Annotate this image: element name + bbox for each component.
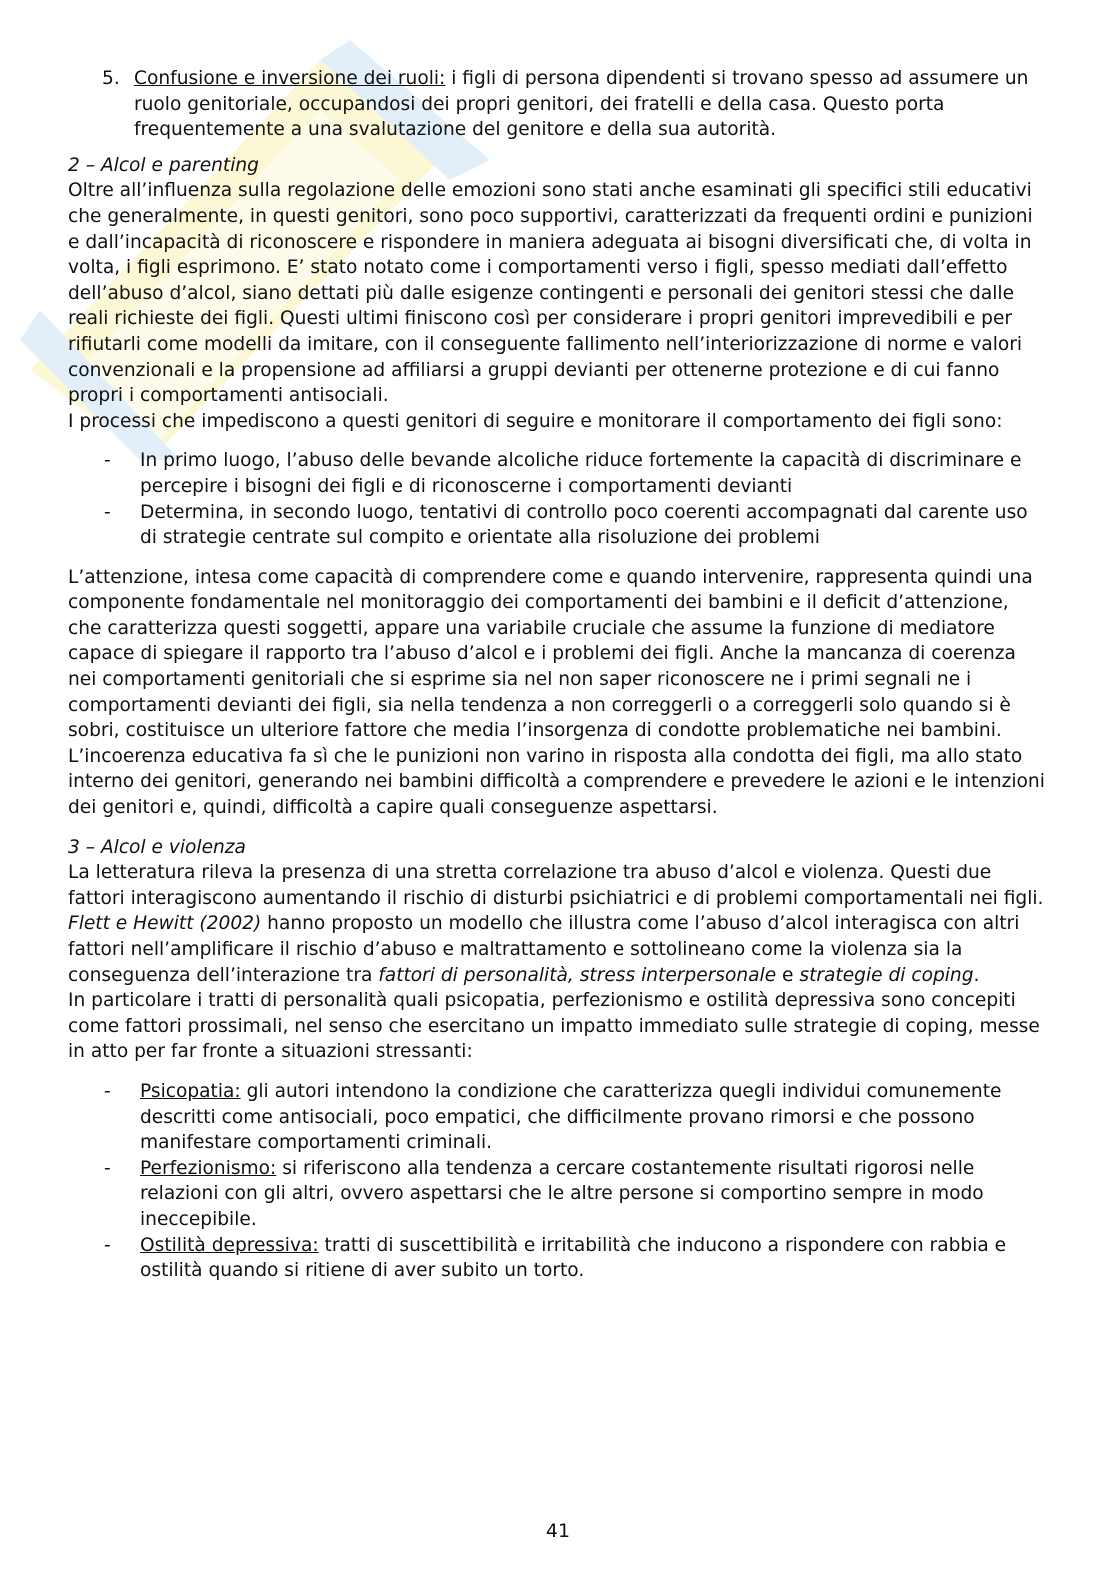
trait-term: Psicopatia:: [140, 1080, 241, 1102]
dash-bullet-icon: -: [104, 501, 111, 523]
page-number: 41: [545, 1520, 571, 1542]
dash-bullet-icon: -: [104, 1234, 111, 1256]
paragraph-text: .: [973, 964, 980, 986]
list-item: [104, 1233, 1048, 1284]
list-item: [104, 1079, 1048, 1156]
list-item-text: [140, 1079, 1048, 1156]
dash-bullet-icon: -: [104, 450, 111, 472]
item-text: [134, 66, 1048, 143]
emphasis-text: strategie di coping: [799, 964, 974, 986]
document-body: [68, 66, 1048, 1298]
trait-term: Perfezionismo:: [140, 1157, 277, 1179]
list-item-text: In primo luogo, l’abuso delle bevande alcoliche riduce fortemente la capacità di discriminare e percepire i bisogni dei figli e di riconoscerne i comportamenti devianti: [140, 450, 1022, 497]
emphasis-text: fattori di personalità, stress interpersonale: [378, 964, 777, 986]
dash-bullet-icon: -: [104, 1157, 111, 1179]
section-heading-alcol-violenza: 3 – Alcol e violenza: [68, 836, 246, 858]
trait-description: tratti di suscettibilità e irritabilità che inducono a rispondere con rabbia e ostilità quando si ritiene di aver subito un torto.: [140, 1234, 1007, 1282]
paragraph-text: hanno proposto un modello che illustra come l’abuso d’alcol interagisca con altri fattori nell’amplificare il rischio d’abuso e maltrattamento e sottolineano come la violenza sia la conseguenza dell’interazione tra: [68, 913, 1020, 986]
trait-description: gli autori intendono la condizione che caratterizza quegli individui comunemente descritti come antisociali, poco empatici, che difficilmente provano rimorsi e che possono manifestare comportamenti criminali.: [140, 1080, 1002, 1154]
list-item-text: Determina, in secondo luogo, tentativi di controllo poco coerenti accompagnati dal carente uso di strategie centrate sul compito e orientate alla risoluzione dei problemi: [140, 501, 1028, 549]
item-title: Confusione e inversione dei ruoli:: [134, 68, 446, 89]
paragraph: Oltre all’influenza sulla regolazione delle emozioni sono stati anche esaminati gli specifici stili educativi che generalmente, in questi genitori, sono poco supportivi, caratterizzati da frequenti ordini e punizioni e dall’incapacità di riconoscere e rispondere in maniera adeguata ai bisogni diversificati che, di volta in volta, i figli esprimono. E’ stato notato come i comportamenti verso i figli, spesso mediati dall’effetto dell’abuso d’alcol, siano dettati più dalle esigenze contingenti e personali dei genitori stessi che dalle reali richieste dei figli. Questi ultimi finiscono così per considerare i propri genitori imprevedibili e per rifiutarli come modelli da imitare, con il conseguente fallimento nell’interiorizzazione di norme e valori convenzionali e la propensione ad affiliarsi a gruppi devianti per ottenerne protezione e di cui fanno propri i comportamenti antisociali.: [68, 180, 1033, 407]
item-body: i figli di persona dipendenti si trovano spesso ad assumere un ruolo genitoriale, occupandosi dei propri genitori, dei fratelli e della casa. Questo porta frequentemente a una svalutazione del genitore e della sua autorità.: [134, 68, 1029, 141]
paragraph: [68, 911, 1048, 988]
item-number: 5.: [102, 68, 120, 89]
paragraph: In particolare i tratti di personalità quali psicopatia, perfezionismo e ostilità depressiva sono concepiti come fattori prossimali, nel senso che esercitano un impatto immediato sulle strategie di coping, messe in atto per far fronte a situazioni stressanti:: [68, 990, 1040, 1063]
paragraph: I processi che impediscono a questi genitori di seguire e monitorare il comportamento dei figli sono:: [68, 410, 1003, 432]
citation: Flett e Hewitt (2002): [68, 913, 262, 935]
trait-list: [68, 1079, 1048, 1284]
paragraph-text: e: [776, 964, 800, 986]
numbered-item-5: [102, 66, 1048, 143]
trait-description: si riferiscono alla tendenza a cercare costantemente risultati rigorosi nelle relazioni con gli altri, ovvero aspettarsi che le altre persone si comportino sempre in modo ineccepibile.: [140, 1157, 984, 1230]
paragraph: L’attenzione, intesa come capacità di comprendere come e quando intervenire, rappresenta quindi una componente fondamentale nel monitoraggio dei comportamenti dei bambini e il deficit d’attenzione, che caratterizza questi soggetti, appare una variabile cruciale che assume la funzione di mediatore capace di spiegare il rapporto tra l’abuso d’alcol e i problemi dei figli. Anche la mancanza di coerenza nei comportamenti genitoriali che si esprime sia nel non saper riconoscere ne i primi segnali ne i comportamenti devianti dei figli, sia nella tendenza a non correggerli o a correggerli solo quando si è sobri, costituisce un ulteriore fattore che media l’insorgenza di condotte problematiche nei bambini. L’incoerenza educativa fa sì che le punizioni non varino in risposta alla condotta dei figli, ma allo stato interno dei genitori, generando nei bambini difficoltà a comprendere e prevedere le azioni e le intenzioni dei genitori e, quindi, difficoltà a capire quali conseguenze aspettarsi.: [68, 566, 1045, 819]
bullet-list: [68, 448, 1048, 550]
list-item: [104, 1156, 1048, 1233]
list-item-text: [140, 1233, 1048, 1284]
list-item: [104, 448, 1048, 499]
list-item: [104, 500, 1048, 551]
paragraph: La letteratura rileva la presenza di una stretta correlazione tra abuso d’alcol e violenza. Questi due fattori interagiscono aumentando il rischio di disturbi psichiatrici e di problemi comportamentali nei figli.: [68, 862, 1044, 909]
list-item-text: [140, 1156, 1048, 1233]
dash-bullet-icon: -: [104, 1080, 111, 1102]
trait-term: Ostilità depressiva:: [140, 1234, 319, 1256]
section-heading-alcol-parenting: 2 – Alcol e parenting: [68, 154, 259, 176]
